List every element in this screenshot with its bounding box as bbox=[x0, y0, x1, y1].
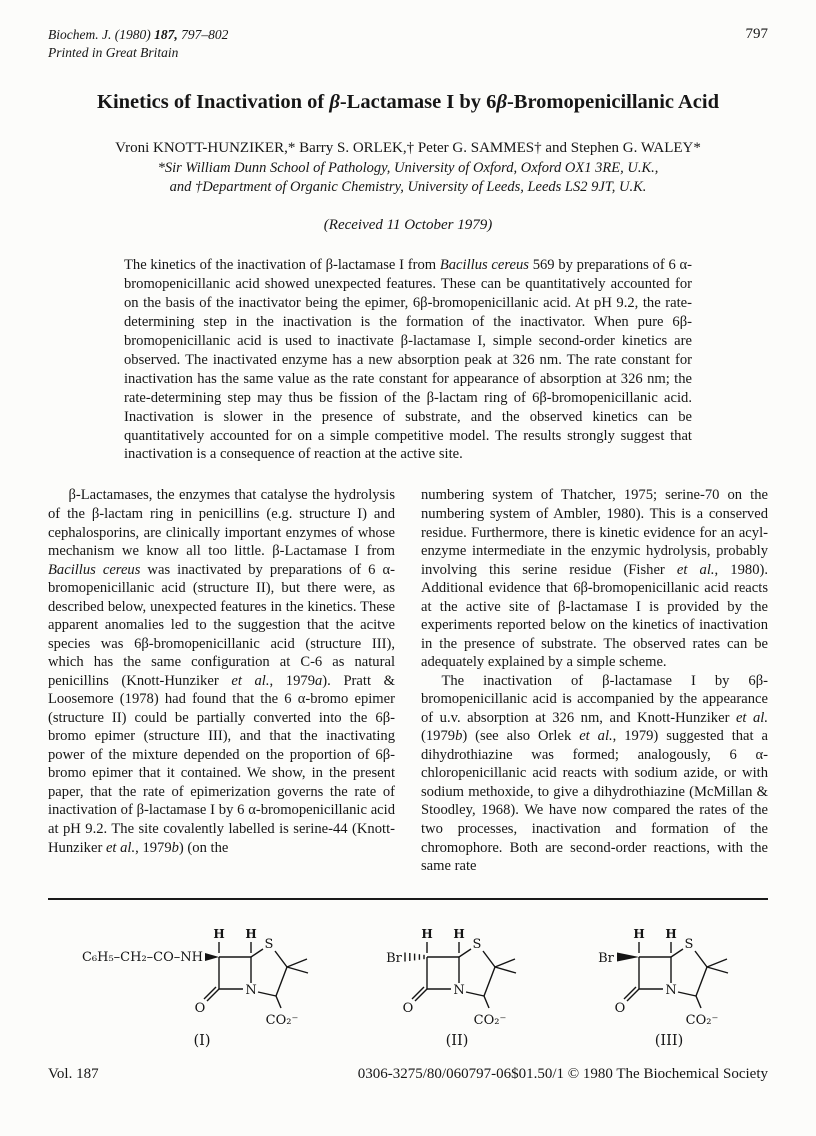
paragraph: The inactivation of β-lactamase I by 6β-bromopenicillanic acid is accompanied by the appearance of u.v. absorption at 326 nm, and Knott-Hunziker et al. (1979b) (see also Orlek et al., 1979) suggested that a dihydrothiazine was formed; analogously, 6 α-chloropenicillanic acid reacts with sodium azide, or with sodium methoxide, to give a dihydrothiazine (McMillan & Stoodley, 1968). We have now compared the rates of the two processes, inactivation and formation of the chromophore. Both are second-order reactions, with the same rate bbox=[421, 672, 768, 875]
wedge-bond bbox=[617, 952, 639, 961]
substituent-label: Br bbox=[386, 950, 402, 966]
h-label: H bbox=[245, 926, 257, 941]
nitrogen-label: N bbox=[245, 982, 257, 998]
page-header bbox=[0, 0, 816, 61]
chemical-structures bbox=[74, 912, 754, 1050]
substituent-label: C₆H₅–CH₂–CO–NH bbox=[81, 949, 203, 965]
wedge-bond bbox=[205, 953, 219, 961]
sulfur-label: S bbox=[472, 936, 482, 952]
structure-I-diagram bbox=[74, 912, 330, 1050]
page-footer bbox=[48, 1066, 768, 1083]
journal-reference bbox=[48, 26, 228, 61]
page-number: 797 bbox=[745, 26, 768, 42]
oxygen-label: O bbox=[614, 1000, 626, 1016]
affiliations bbox=[0, 159, 816, 197]
affiliation-line-1: *Sir William Dunn School of Pathology, University of Oxford, Oxford OX1 3RE, U.K., bbox=[157, 160, 659, 177]
oxygen-label: O bbox=[402, 1000, 414, 1016]
oxygen-label: O bbox=[194, 1000, 206, 1016]
sulfur-label: S bbox=[264, 936, 274, 952]
structure-label: (I) bbox=[193, 1032, 211, 1049]
h-label: H bbox=[213, 926, 225, 941]
h-label: H bbox=[453, 926, 465, 941]
h-label: H bbox=[421, 926, 433, 941]
affiliation-line-2: and †Department of Organic Chemistry, University of Leeds, Leeds LS2 9JT, U.K. bbox=[169, 178, 647, 195]
nitrogen-label: N bbox=[665, 982, 677, 998]
divider-rule bbox=[48, 898, 768, 900]
substituent-label: Br bbox=[598, 950, 614, 966]
printed-in-line: Printed in Great Britain bbox=[48, 44, 179, 60]
authors-line: Vroni KNOTT-HUNZIKER,* Barry S. ORLEK,† Peter G. SAMMES† and Stephen G. WALEY* bbox=[115, 140, 701, 157]
carboxylate-label: CO₂⁻ bbox=[685, 1012, 719, 1028]
volume-label: Vol. 187 bbox=[48, 1065, 99, 1082]
copyright-line: 0306-3275/80/060797-06$01.50/1 © 1980 The Biochemical Society bbox=[357, 1065, 768, 1082]
paragraph: numbering system of Thatcher, 1975; serine-70 on the numbering system of Ambler, 1980). This is a conserved residue. Furthermore, there is kinetic evidence for an acyl-enzyme intermediate in the enzymic hydrolysis, probably involving this serine residue (Fisher et al., 1980). Additional evidence that 6β-bromopenicillanic acid reacts at the active site of β-lactamase I is provided by the experiments reported below on the kinetics of inactivation in the presence of substrate. The observed rates can be adequately explained by a simple scheme. bbox=[421, 487, 768, 671]
abstract: The kinetics of the inactivation of β-lactamase I from Bacillus cereus 569 by preparations of 6 α-bromopenicillanic acid showed unexpected features. These can be quantitatively accounted for on the basis of the inactivator being the epimer, 6β-bromopenicillanic acid. At pH 9.2, the rate-determining step in the inactivation is the formation of the inactivator. When pure 6β-bromopenicillanic acid is used to inactivate β-lactamase I, simple second-order kinetics are observed. The inactivated enzyme has a new absorption peak at 326 nm. The rate constant for inactivation has the same value as the rate constant for appearance of absorption at 326 nm; the rate-determining step may thus be fission of the β-lactam ring of 6β-bromopenicillanic acid. Inactivation is slower in the presence of substrate, and the observed kinetics can be quantitatively accounted for on a simple competitive model. The results strongly suggest that inactivation is a consequence of reaction at the active site. bbox=[124, 256, 692, 463]
structure-III-diagram bbox=[584, 912, 754, 1050]
journal-citation: Biochem. J. (1980) 187, 797–802 bbox=[48, 27, 229, 42]
carboxylate-label: CO₂⁻ bbox=[265, 1012, 299, 1028]
left-column bbox=[48, 486, 395, 875]
h-label: H bbox=[665, 926, 677, 941]
received-line: (Received 11 October 1979) bbox=[323, 216, 493, 233]
carboxylate-label: CO₂⁻ bbox=[473, 1012, 507, 1028]
hashed-bond bbox=[405, 952, 424, 961]
right-column bbox=[421, 486, 768, 875]
article-title: Kinetics of Inactivation of β-Lactamase I by 6β-Bromopenicillanic Acid bbox=[97, 91, 719, 114]
body-columns bbox=[48, 486, 768, 875]
structure-label: (III) bbox=[654, 1032, 684, 1049]
structure-II-diagram bbox=[372, 912, 542, 1050]
sulfur-label: S bbox=[684, 936, 694, 952]
paragraph: β-Lactamases, the enzymes that catalyse the hydrolysis of the β-lactam ring in penicillins (e.g. structure I) and cephalosporins, are clinically important enzymes of whose mechanism we know all too little. β-Lactamase I from Bacillus cereus was inactivated by preparations of 6 α-bromopenicillanic acid (structure II), but there were, as described below, unexpected features in the kinetics. These apparent anomalies led to the suggestion that the acitve species was 6β-bromopenicillanic acid (structure III), which has the same configuration at C-6 as natural penicillins (Knott-Hunziker et al., 1979a). Pratt & Loosemore (1978) had found that the 6 α-bromo epimer (structure II) could be partially converted into the 6β-bromo epimer (structure III), and that the inactivating power of the mixture depended on the proportion of 6β-bromo epimer that it contained. We show, in the present paper, that the rate of epimerization governs the rate of inactivation of β-lactamase I by 6 α-bromopenicillanic acid at pH 9.2. The site covalently labelled is serine-44 (Knott-Hunziker et al., 1979b) (on the bbox=[48, 487, 395, 856]
nitrogen-label: N bbox=[453, 982, 465, 998]
h-label: H bbox=[633, 926, 645, 941]
structure-label: (II) bbox=[445, 1032, 469, 1049]
